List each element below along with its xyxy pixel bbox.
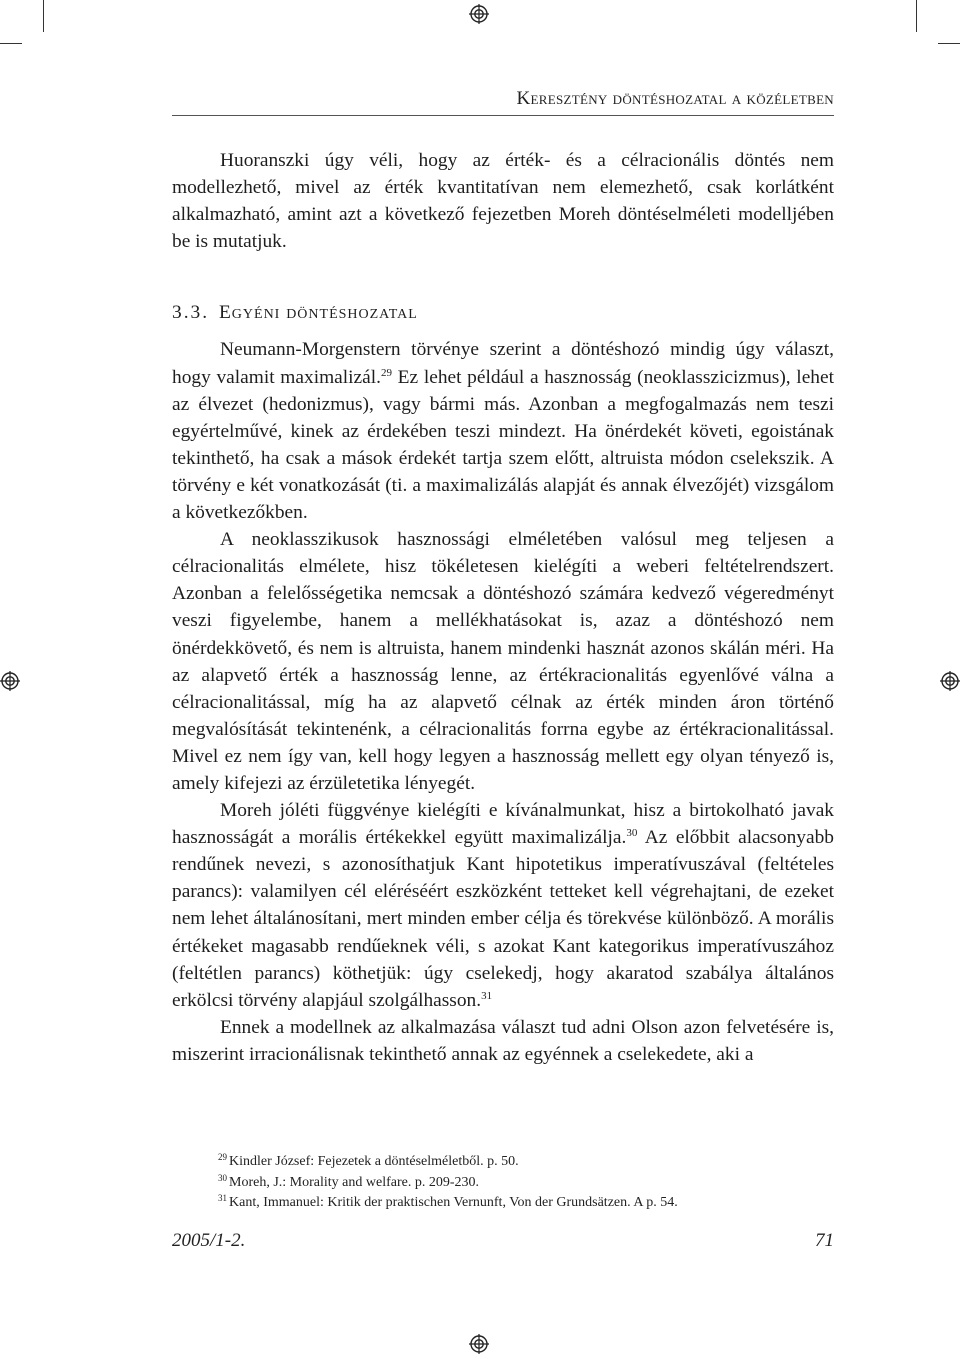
footnote-number: 29: [218, 1152, 227, 1162]
registration-mark-right-icon: [940, 671, 960, 691]
paragraph-3: [172, 797, 834, 1014]
paragraph-1: [172, 336, 834, 526]
paragraph-4: Ennek a modellnek az alkalmazása választ tud adni Olson azon felvetésére is, miszerint irracionálisnak tekinthető annak az egyénnek a cselekedete, aki a: [172, 1016, 834, 1065]
paragraph-3-text-a: Moreh jóléti függvénye kielégíti e kívánalmunkat, hisz a birtokolható javak hasznosságát a morális értékekkel együtt maximalizálja.: [172, 800, 834, 849]
footnote-text: Moreh, J.: Morality and welfare. p. 209-230.: [229, 1174, 479, 1190]
header-rule: [172, 115, 834, 116]
issue-label: 2005/1-2.: [172, 1230, 246, 1251]
crop-mark-top-right-v: [916, 0, 917, 32]
footnote-ref-29[interactable]: 29: [381, 366, 392, 379]
footnote-number: 30: [218, 1172, 227, 1183]
registration-mark-bottom-icon: [469, 1334, 489, 1354]
intro-paragraph: Huoranszki úgy véli, hogy az érték- és a célracionális döntés nem modellezhető, mivel az érték kvantitatívan nem elemezhető, csak korlátként alkalmazható, amint azt a következő fejezetben Moreh döntéselméleti modelljében be is mutatjuk.: [172, 150, 834, 253]
paragraph-3-text-b: Az előbbit alacsonyabb rendűnek nevezi, s azonosíthatjuk Kant hipotetikus imperatívuszával (feltételes parancs): valamilyen cél eléréséért eszközként tetteket kell végrehajtani, de ezeket nem lehet általánosítani, mert minden ember célja és törekvése különböző. A morális értékeket magasabb rendűeknek véli, s azokat Kant kategorikus imperatívuszához (feltétlen parancs) köthetjük: úgy cselekedj, hogy akaratod szabálya általános erkölcsi törvény alapjául szolgálhasson.: [172, 827, 834, 1011]
running-head: Keresztény döntéshozatal a közéletben: [516, 88, 834, 109]
section-title: Egyéni döntéshozatal: [218, 302, 418, 324]
footnote-number: 31: [218, 1193, 227, 1203]
paragraph-1-text-a: Neumann-Morgenstern törvénye szerint a döntéshozó mindig úgy választ, hogy valamit maximalizál.: [172, 339, 834, 388]
page-number: 71: [815, 1230, 834, 1251]
body-text: [172, 147, 834, 1068]
section-heading: [172, 299, 834, 326]
footnote-ref-31[interactable]: 31: [481, 989, 493, 1002]
crop-mark-top-left-v: [43, 0, 44, 32]
registration-mark-left-icon: [0, 671, 20, 691]
footnote-ref-30[interactable]: 30: [626, 827, 638, 840]
crop-mark-top-left-h: [0, 43, 22, 44]
footnote-text: Kindler József: Fejezetek a döntéselméletből. p. 50.: [229, 1154, 519, 1169]
paragraph-1-text-b: Ez lehet például a hasznosság (neoklasszicizmus), lehet az élvezet (hedonizmus), vagy bármi más. Azonban a megfogalmazás nem teszi egyértelművé, kinek az érdekében teszi mindezt. Ha önérdekét követi, egoistának tekinthető, ha csak a mások érdekét tartja szem előtt, altruista módon cselekszik. A törvény e két vonatkozását (ti. a maximalizálás alapját és annak élvezőjét) vizsgálom a következőkben.: [172, 366, 834, 524]
footnote: [218, 1152, 838, 1173]
footnote: [218, 1193, 838, 1214]
paragraph-2: A neoklasszikusok hasznossági elméletében valósul meg teljesen a célracionalitás elmélete, hisz tökéletesen kielégíti a weberi feltételrendszert. Azonban a felelősségetika nemcsak a döntéshozó számára kedvező végeredményt veszi figyelembe, hanem a mellékhatásokat is, azaz a döntéshozó nem önérdekkövető, és nem is altruista, hanem mindenki hasznát azonos skálán méri. Ha az alapvető érték a hasznosság lenne, az értékracionalitás egyenlővé válna a célracionalitással, míg ha az alapvető célnak az érték minden áron történő megvalósítását tekintenénk, a célracionalitás forrna egybe az értékracionalitással. Mivel ez nem így van, kell hogy legyen a hasznosság mellett egy olyan tényező is, amely kifejezi az érzületetika lényegét.: [172, 529, 834, 794]
crop-mark-top-right-h: [938, 43, 960, 44]
registration-mark-top-icon: [469, 4, 489, 24]
footnote-text: Kant, Immanuel: Kritik der praktischen Vernunft, Von der Grundsätzen. A p. 54.: [229, 1195, 678, 1210]
footnote: [218, 1173, 838, 1194]
section-number: 3.3.: [172, 302, 210, 324]
footnotes: [218, 1152, 838, 1214]
